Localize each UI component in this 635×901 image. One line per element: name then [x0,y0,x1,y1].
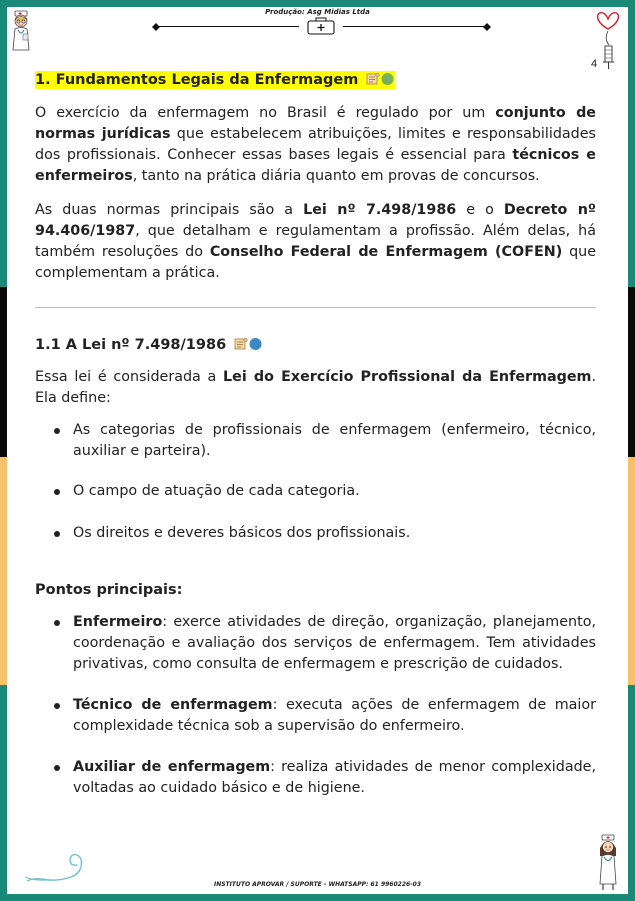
section-1-1-intro [35,367,596,409]
bold-term: Decreto nº 94.406/1987 [35,202,596,239]
list-item: Os direitos e deveres básicos dos profissionais. [35,523,596,544]
text-run: que estabelecem atribuições, limites e responsabilidades dos profissionais. Conhecer essas bases legais é essencial para [35,126,596,163]
scroll-icon [365,72,380,86]
text-run: As duas normas principais são a [35,202,304,218]
defines-list [35,420,596,544]
page-number: 4 [591,58,598,70]
section-1-heading [35,70,596,91]
nurse-cartoon-icon [7,10,35,54]
list-item [35,757,596,799]
bold-term: conjunto de normas jurídicas [35,105,597,142]
diamond-ornament-icon [483,23,491,31]
scroll-icon [233,337,248,351]
diamond-ornament-icon [152,23,160,31]
list-item [35,695,596,737]
text-run: e o [456,202,504,218]
section-1-1-heading [35,335,596,356]
bold-term: Enfermeiro [73,614,163,630]
points-list [35,612,596,799]
bold-term: Técnico de enfermagem [73,697,273,713]
section-divider [35,307,596,308]
bold-term: Auxiliar de enfermagem [73,759,271,775]
text-run: , que detalham e regulamentam a profissão. Além delas, há também resoluções do [35,223,596,260]
bold-term: técnicos e enfermeiros [35,147,596,184]
list-item [35,612,596,675]
text-run: : executa ações de enfermagem de maior complexidade técnica sob a supervisão do enfermeiro. [73,697,596,734]
section-1-paragraph-1 [35,103,596,187]
header-divider-left [156,26,299,27]
blue-circle-icon [248,337,263,351]
document-page [7,7,628,894]
section-1-1-title-text: 1.1 A Lei nº 7.498/1986 [35,337,227,353]
header-divider-right [343,26,487,27]
points-heading: Pontos principais: [35,582,183,598]
section-1-paragraph-2 [35,200,596,284]
list-item: As categorias de profissionais de enfermagem (enfermeiro, técnico, auxiliar e parteira). [35,420,596,462]
bold-term: Lei nº 7.498/1986 [303,202,457,218]
text-run: Essa lei é considerada a [35,369,224,385]
text-run: que complementam a prática. [35,244,596,281]
text-run: O exercício da enfermagem no Brasil é regulado por um [35,105,496,121]
medical-bag-icon [306,16,336,36]
text-run: : realiza atividades de menor complexidade, voltadas ao cuidado básico e de higiene. [73,759,597,796]
text-run: , tanto na prática diária quanto em provas de concursos. [132,168,540,184]
section-1-title [35,71,395,89]
bold-term: Lei do Exercício Profissional da Enfermagem [223,369,592,385]
green-circle-icon [380,72,395,86]
text-run: . Ela define: [35,369,596,406]
bold-term: Conselho Federal de Enfermagem (COFEN) [209,244,563,260]
section-1-title-text: 1. Fundamentos Legais da Enfermagem [35,72,359,88]
footer-text: INSTITUTO APROVAR / SUPORTE - WHATSAPP: 61 9960226-03 [213,881,422,888]
main-content [35,70,596,799]
production-credit: Produção: Asg Midias Ltda [265,8,370,16]
list-item: O campo de atuação de cada categoria. [35,481,596,502]
text-run: : exerce atividades de direção, organização, planejamento, coordenação e avaliação dos serviços de enfermagem. Tem atividades privativas, como consulta de enfermagem e prescrição de cuidados. [73,614,596,672]
